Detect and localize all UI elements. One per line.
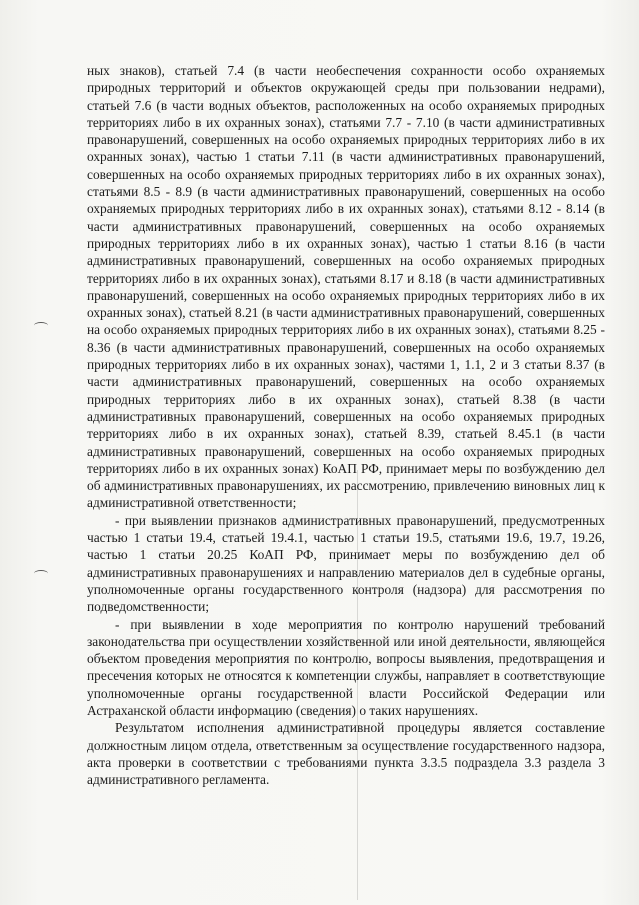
document-body bbox=[87, 62, 605, 788]
binding-mark-upper bbox=[34, 322, 48, 329]
paragraph-continuation: ных знаков), статьей 7.4 (в части необеспечения сохранности особо охраняемых природных территорий и объектов окружающей среды при пользовании недрами), статьей 7.6 (в части водных объектов, расположенных на особо охраняемых природных территориях либо в их охранных зонах), статьями 7.7 - 7.10 (в части административных правонарушений, совершенных на особо охраняемых природных территориях либо в их охранных зонах), частью 1 статьи 7.11 (в части административных правонарушений, совершенных на особо охраняемых природных территориях либо в их охранных зонах), статьями 8.5 - 8.9 (в части административных правонарушений, совершенных на особо охраняемых природных территориях либо в их охранных зонах), статьями 8.12 - 8.14 (в части административных правонарушений, совершенных на особо охраняемых природных территориях либо в их охранных зонах), частью 1 статьи 8.16 (в части административных правонарушений, совершенных на особо охраняемых природных территориях либо в их охранных зонах), статьями 8.17 и 8.18 (в части административных правонарушений, совершенных на особо охраняемых природных территориях либо в их охранных зонах), статьей 8.21 (в части административных правонарушений, совершенных на особо охраняемых природных территориях либо в их охранных зонах), статьями 8.25 - 8.36 (в части административных правонарушений, совершенных на особо охраняемых природных территориях либо в их охранных зонах), частями 1, 1.1, 2 и 3 статьи 8.37 (в части административных правонарушений, совершенных на особо охраняемых природных территориях либо в их охранных зонах), статьей 8.38 (в части административных правонарушений, совершенных на особо охраняемых природных территориях либо в их охранных зонах), статьей 8.39, статьей 8.45.1 (в части административных правонарушений, совершенных на особо охраняемых природных территориях либо в их охранных зонах) КоАП РФ, принимает меры по возбуждению дел об административных правонарушениях, их рассмотрению, привлечению виновных лиц к административной ответственности; bbox=[87, 63, 605, 511]
paragraph-bullet-violations: - при выявлении признаков административных правонарушений, предусмотренных частью 1 статьи 19.4, статьей 19.4.1, частью 1 статьи 19.5, статьями 19.6, 19.7, 19.26, частью 1 статьи 20.25 КоАП РФ, принимает меры по возбуждению дел об административных правонарушениях и направлению материалов дел в судебные органы, уполномоченные органы государственного контроля (надзора) для рассмотрения по подведомственности; bbox=[87, 512, 605, 615]
paragraph-bullet-information: - при выявлении в ходе мероприятия по контролю нарушений требований законодательства при осуществлении хозяйственной или иной деятельности, являющейся объектом проведения мероприятия по контролю, вопросы выявления, предотвращения и пресечения которых не относятся к компетенции службы, направляет в соответствующие уполномоченные органы государственной власти Российской Федерации или Астраханской области информацию (сведения) о таких нарушениях. bbox=[87, 616, 605, 718]
paragraph-result: Результатом исполнения административной процедуры является составление должностным лицом отдела, ответственным за осуществление государственного надзора, акта проверки в соответствии с требованиями пункта 3.3.5 подраздела 3.3 раздела 3 административного регламента. bbox=[87, 720, 605, 788]
binding-mark-lower bbox=[34, 570, 48, 577]
